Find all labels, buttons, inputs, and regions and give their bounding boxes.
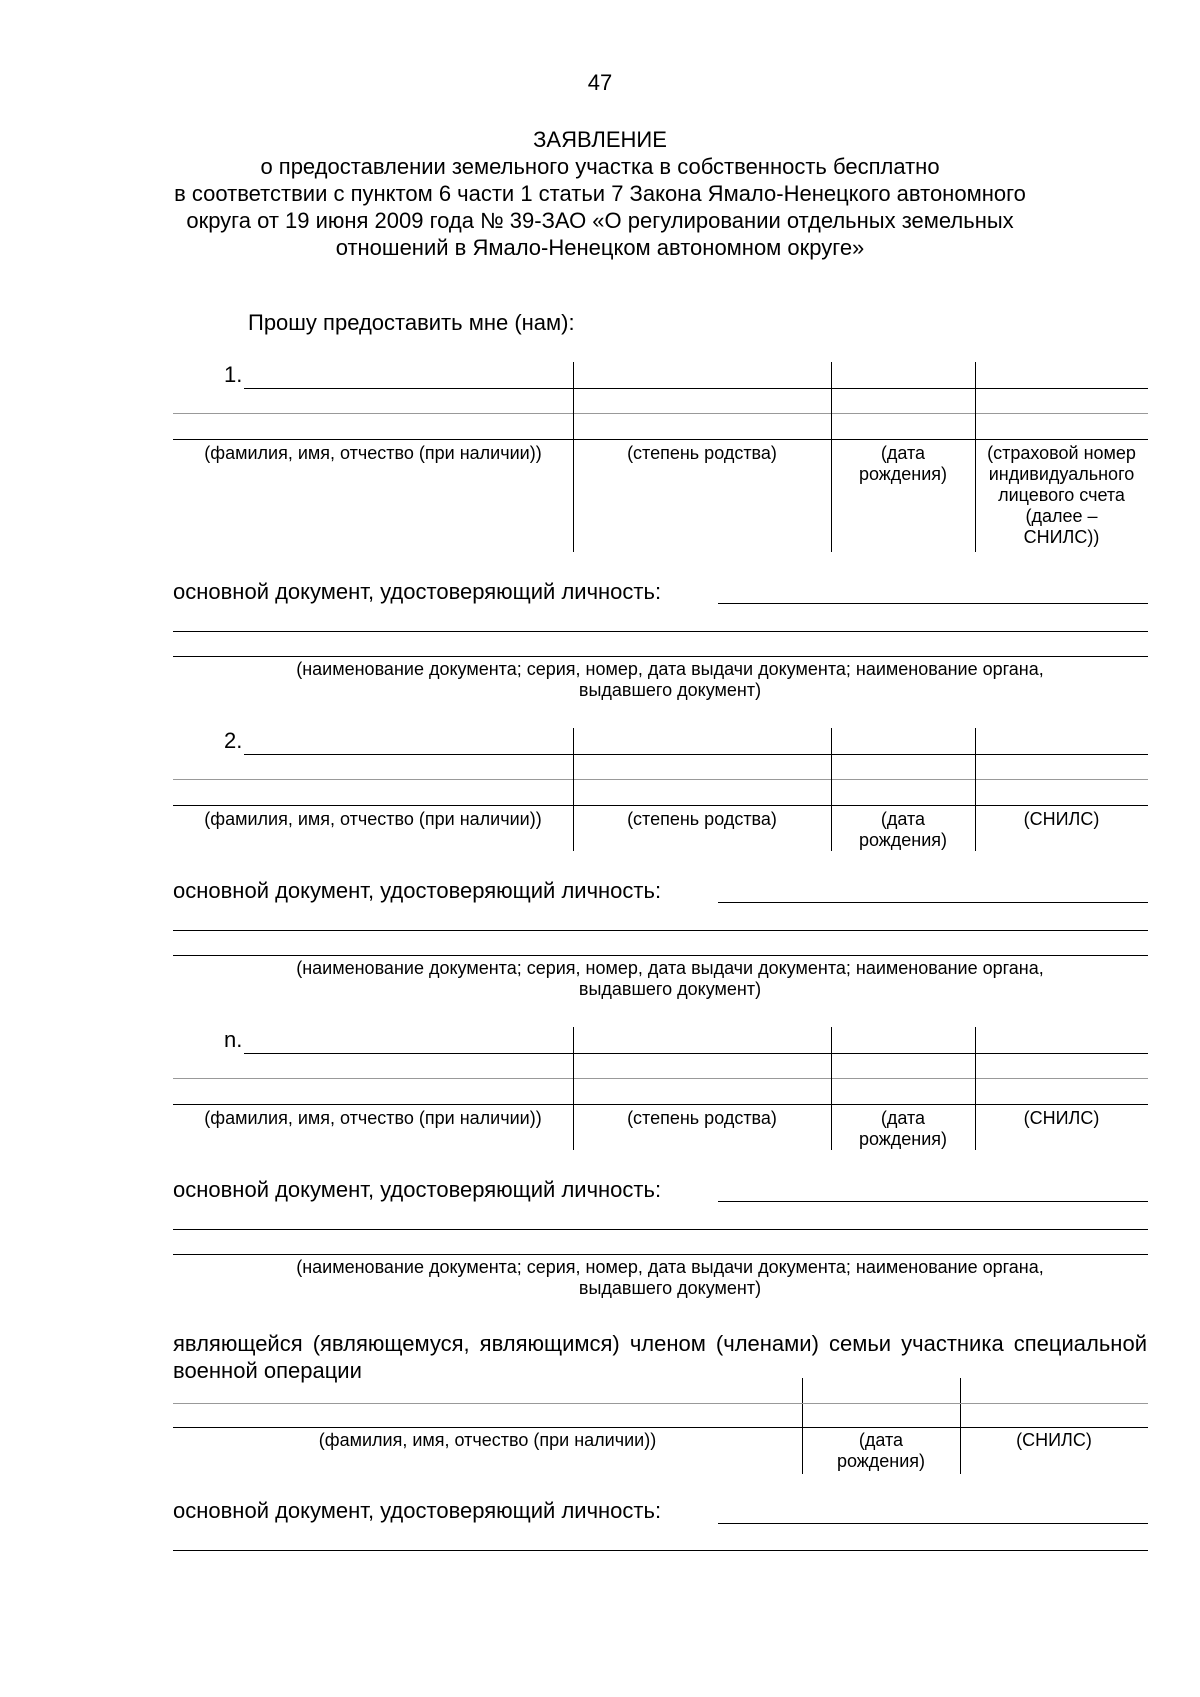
identity-document-caption-line: (наименование документа; серия, номер, дата выдачи документа; наименование органа, <box>296 659 1044 679</box>
field-line[interactable] <box>173 1403 1148 1404</box>
snils-caption: (СНИЛС) <box>1023 809 1100 829</box>
field-line[interactable] <box>173 779 1148 780</box>
identity-document-label: основной документ, удостоверяющий личность: <box>173 878 662 903</box>
identity-document-label: основной документ, удостоверяющий личность: <box>173 579 662 604</box>
row-number: 1. <box>224 362 243 387</box>
relation-caption: (степень родства) <box>627 443 777 463</box>
relation-caption: (степень родства) <box>627 809 777 829</box>
snils-caption <box>975 443 1148 548</box>
row-number: n. <box>224 1027 243 1052</box>
birth-date-caption-line: рождения) <box>858 830 948 850</box>
relation-caption: (степень родства) <box>627 1108 777 1128</box>
birth-date-caption <box>802 1430 960 1472</box>
page-number: 47 <box>587 70 613 95</box>
snils-caption-line: (страховой номер <box>987 443 1136 463</box>
field-line[interactable] <box>173 805 1148 806</box>
identity-document-input-line[interactable] <box>718 1523 1148 1524</box>
identity-document-input-line[interactable] <box>718 902 1148 903</box>
field-line[interactable] <box>173 1427 1148 1428</box>
birth-date-caption <box>831 1108 975 1150</box>
birth-date-caption-line: (дата <box>880 443 926 463</box>
identity-document-caption-line: (наименование документа; серия, номер, дата выдачи документа; наименование органа, <box>296 1257 1044 1277</box>
field-line[interactable] <box>173 1078 1148 1079</box>
column-divider <box>975 1027 976 1150</box>
identity-document-caption-line: выдавшего документ) <box>578 680 762 700</box>
fio-caption: (фамилия, имя, отчество (при наличии)) <box>204 809 542 829</box>
identity-document-input-line[interactable] <box>173 656 1148 657</box>
fio-caption: (фамилия, имя, отчество (при наличии)) <box>318 1430 657 1450</box>
snils-caption-line: СНИЛС)) <box>1023 527 1100 547</box>
fio-input-line[interactable] <box>244 388 1148 389</box>
identity-document-input-line[interactable] <box>173 1254 1148 1255</box>
birth-date-caption-line: (дата <box>880 1108 926 1128</box>
title-line: в соответствии с пунктом 6 части 1 статьи 7 Закона Ямало-Ненецкого автономного <box>174 181 1026 206</box>
identity-document-input-line[interactable] <box>173 631 1148 632</box>
title-line: ЗАЯВЛЕНИЕ <box>533 127 667 152</box>
identity-document-caption <box>200 1257 1140 1299</box>
identity-document-caption <box>200 659 1140 701</box>
birth-date-caption-line: (дата <box>858 1430 904 1450</box>
fio-caption: (фамилия, имя, отчество (при наличии)) <box>204 1108 542 1128</box>
birth-date-caption <box>831 809 975 851</box>
svo-family-member-text: являющейся (являющемуся, являющимся) членом (членами) семьи участника специальной военной операции <box>173 1331 1147 1383</box>
identity-document-input-line[interactable] <box>718 1201 1148 1202</box>
page-title <box>150 126 1050 261</box>
field-line[interactable] <box>173 413 1148 414</box>
identity-document-label: основной документ, удостоверяющий личность: <box>173 1498 662 1523</box>
identity-document-input-line[interactable] <box>173 1229 1148 1230</box>
identity-document-input-line[interactable] <box>173 930 1148 931</box>
birth-date-caption-line: рождения) <box>858 464 948 484</box>
identity-document-input-line[interactable] <box>173 1550 1148 1551</box>
title-line: отношений в Ямало-Ненецком автономном округе» <box>335 235 865 260</box>
intro-text: Прошу предоставить мне (нам): <box>248 310 575 335</box>
snils-caption-line: индивидуального <box>988 464 1135 484</box>
snils-caption: (СНИЛС) <box>1016 1430 1092 1450</box>
snils-caption: (СНИЛС) <box>1023 1108 1100 1128</box>
birth-date-caption-line: (дата <box>880 809 926 829</box>
birth-date-caption-line: рождения) <box>858 1129 948 1149</box>
column-divider <box>975 728 976 851</box>
birth-date-caption <box>831 443 975 485</box>
fio-input-line[interactable] <box>244 754 1148 755</box>
identity-document-caption <box>200 958 1140 1000</box>
identity-document-caption-line: (наименование документа; серия, номер, дата выдачи документа; наименование органа, <box>296 958 1044 978</box>
field-line[interactable] <box>173 1104 1148 1105</box>
field-line[interactable] <box>173 439 1148 440</box>
identity-document-input-line[interactable] <box>173 955 1148 956</box>
title-line: округа от 19 июня 2009 года № 39-ЗАО «О регулировании отдельных земельных <box>186 208 1014 233</box>
identity-document-label: основной документ, удостоверяющий личность: <box>173 1177 662 1202</box>
column-divider <box>573 1027 574 1150</box>
identity-document-caption-line: выдавшего документ) <box>578 1278 762 1298</box>
identity-document-input-line[interactable] <box>718 603 1148 604</box>
row-number: 2. <box>224 728 243 753</box>
birth-date-caption-line: рождения) <box>836 1451 926 1471</box>
snils-caption-line: лицевого счета <box>998 485 1125 505</box>
fio-caption: (фамилия, имя, отчество (при наличии)) <box>204 443 542 463</box>
identity-document-caption-line: выдавшего документ) <box>578 979 762 999</box>
title-line: о предоставлении земельного участка в собственность бесплатно <box>260 154 940 179</box>
fio-input-line[interactable] <box>244 1053 1148 1054</box>
column-divider <box>960 1378 961 1474</box>
snils-caption-line: (далее – <box>1025 506 1098 526</box>
column-divider <box>573 728 574 851</box>
